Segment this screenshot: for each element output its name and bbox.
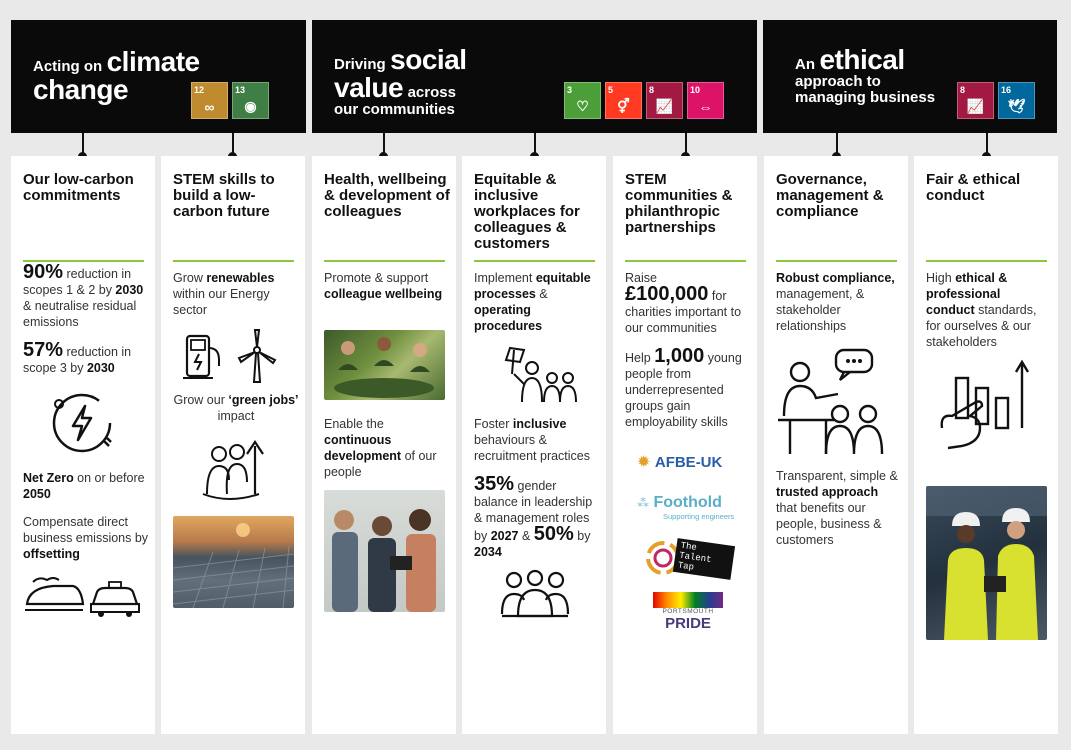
column-body — [625, 270, 751, 442]
sdg-16-badge: 16 🕊 — [998, 82, 1035, 119]
sdg-8-badge: 8 📈 — [957, 82, 994, 119]
green-divider — [926, 260, 1047, 262]
team-celebration-icon — [492, 344, 582, 406]
raise-funds: Raise £100,000 for charities important to our communities — [625, 271, 742, 335]
column-governance — [764, 156, 908, 734]
engineers-photo — [926, 486, 1047, 640]
robust-compliance: Robust compliance, management, & stakeholder relationships — [776, 271, 895, 333]
header-climate — [11, 20, 306, 133]
stat-scope3: 57% reduction in scope 3 by 2030 — [23, 339, 132, 375]
sdg-3-badge: 3 ♡ — [564, 82, 601, 119]
column-body — [23, 261, 149, 618]
equitable-processes: Implement equitable processes & operating procedures — [474, 271, 591, 333]
sdg-5-badge: 5 ⚥ — [605, 82, 642, 119]
sdg-badges-social — [564, 82, 724, 119]
green-divider — [474, 260, 595, 262]
meeting-discussion-icon — [776, 346, 896, 458]
column-title: Fair & ethical conduct — [926, 171, 1021, 204]
gender-balance: 35% gender balance in leadership & management roles by 2027 & 50% by 2034 — [474, 473, 593, 559]
column-title: Governance, management & compliance — [776, 171, 884, 220]
column-stem-skills — [161, 156, 305, 734]
column-title: Our low-carbon commitments — [23, 171, 134, 204]
pride-skyline-icon — [653, 592, 723, 608]
portsmouth-pride-logo: PORTSMOUTH PRIDE — [653, 592, 723, 632]
green-divider — [173, 260, 294, 262]
growth-chart-hand-icon — [936, 358, 1036, 452]
colleagues-photo — [324, 490, 445, 612]
sdg-12-badge: 12 ∞ — [191, 82, 228, 119]
help-young-people: Help 1,000 young people from underrepresented groups gain employability skills — [625, 345, 742, 429]
column-body — [776, 270, 902, 560]
column-title: Equitable & inclusive workplaces for colleagues & customers — [474, 171, 580, 252]
inclusive-behaviours: Foster inclusive behaviours & recruitment practices — [474, 417, 591, 463]
growth-people-icon — [199, 432, 269, 502]
grow-renewables: Grow renewables within our Energy sector — [173, 271, 275, 317]
net-zero: Net Zero on or before 2050 — [23, 471, 145, 501]
header-climate-title: Acting on climate change — [33, 46, 200, 105]
column-title: Health, wellbeing & development of colleagues — [324, 171, 450, 220]
foothold-logo: ⁂ Foothold Supporting engineers — [637, 494, 735, 521]
sdg-10-badge: 10 ⇔ — [687, 82, 724, 119]
stat-scope12: 90% reduction in scopes 1 & 2 by 2030 & neutralise residual emissions — [23, 261, 144, 329]
header-ethical — [763, 20, 1057, 133]
column-stem-communities — [613, 156, 757, 734]
sdg-badges-climate — [191, 82, 269, 119]
column-low-carbon — [11, 156, 155, 734]
column-title: STEM skills to build a low-carbon future — [173, 171, 275, 220]
column-title: STEM communities & philanthropic partnerships — [625, 171, 733, 236]
header-ethical-title: An ethical approach to managing business — [795, 44, 936, 106]
column-body — [474, 270, 600, 620]
talent-tap-logo: The Talent Tap — [643, 538, 733, 578]
foothold-mark-icon: ⁂ — [637, 496, 649, 510]
ev-charger-wind-turbine-icon — [179, 328, 289, 384]
column-equitable-inclusive — [462, 156, 606, 734]
group-people-icon — [500, 568, 570, 620]
column-fair-ethical — [914, 156, 1058, 734]
column-body — [173, 270, 299, 502]
train-car-icon — [23, 574, 143, 618]
column-body — [324, 270, 450, 314]
header-social — [312, 20, 757, 133]
sdg-13-badge: 13 ◉ — [232, 82, 269, 119]
column-body — [926, 270, 1052, 452]
column-body-2 — [324, 416, 450, 492]
sdg-8-badge: 8 📈 — [646, 82, 683, 119]
gardening-photo — [324, 330, 445, 400]
green-divider — [776, 260, 897, 262]
green-divider — [324, 260, 445, 262]
energy-plug-icon — [47, 388, 117, 458]
afbe-mark-icon: ✹ — [637, 454, 651, 471]
trusted-approach: Transparent, simple & trusted approach that benefits our people, business & customers — [776, 469, 898, 547]
colleague-wellbeing: Promote & support colleague wellbeing — [324, 271, 443, 301]
column-health-wellbeing — [312, 156, 456, 734]
afbe-logo: ✹ AFBE-UK — [637, 454, 723, 471]
sdg-badges-ethical — [957, 82, 1035, 119]
green-jobs: Grow our ‘green jobs’ impact — [173, 393, 299, 423]
offsetting: Compensate direct business emissions by offsetting — [23, 515, 149, 561]
continuous-development: Enable the continuous development of our people — [324, 417, 437, 479]
ethical-conduct: High ethical & professional conduct standards, for ourselves & our stakeholders — [926, 271, 1037, 349]
solar-panel-photo — [173, 516, 294, 608]
header-social-title: Driving social value across our communities — [334, 44, 467, 118]
green-divider — [625, 260, 746, 262]
